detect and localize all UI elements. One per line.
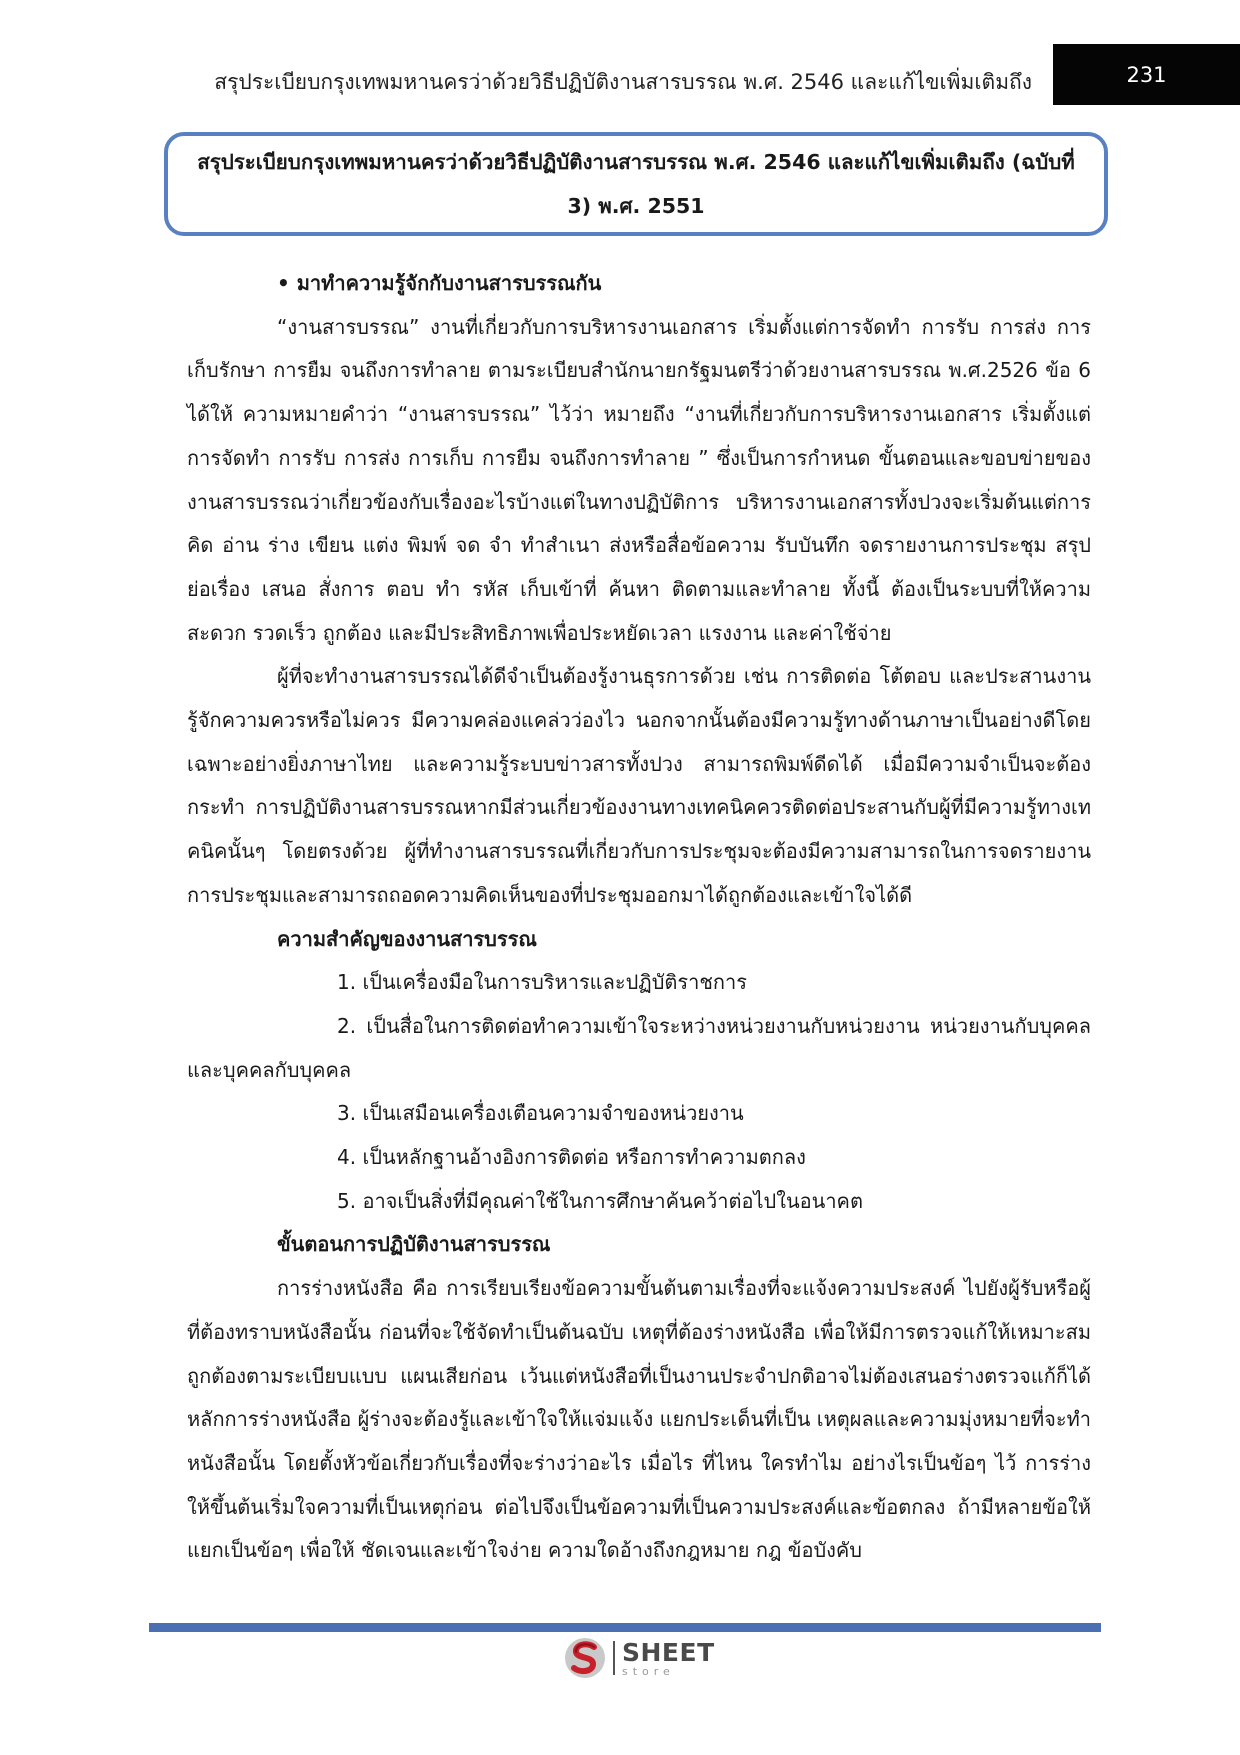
main-content [187,262,1091,1573]
logo-sub-text: store [622,1664,675,1678]
section-heading-procedure: ขั้นตอนการปฏิบัติงานสารบรรณ [277,1232,551,1257]
procedure-paragraph: การร่างหนังสือ คือ การเรียบเรียงข้อความขั้นต้นตามเรื่องที่จะแจ้งความประสงค์ ไปยังผู้รับหรือผู้ที่ต้องทราบหนังสือนั้น ก่อนที่จะใช้จัดทำเป็นต้นฉบับ เหตุที่ต้องร่างหนังสือ เพื่อให้มีการตรวจแก้ให้เหมาะสมถูกต้องตามระเบียบแบบ แผนเสียก่อน เว้นแต่หนังสือที่เป็นงานประจำปกติอาจไม่ต้องเสนอร่างตรวจแก้ก็ได้ หลักการร่างหนังสือ ผู้ร่างจะต้องรู้และเข้าใจให้แจ่มแจ้ง แยกประเด็นที่เป็น เหตุผลและความมุ่งหมายที่จะทำหนังสือนั้น โดยตั้งหัวข้อเกี่ยวกับเรื่องที่จะร่างว่าอะไร เมื่อไร ที่ไหน ใครทำไม อย่างไรเป็นข้อๆ ไว้ การร่างให้ขึ้นต้นเริ่มใจความที่เป็นเหตุก่อน ต่อไปจึงเป็นข้อความที่เป็นความประสงค์และข้อตกลง ถ้ามีหลายข้อให้แยกเป็นข้อๆ เพื่อให้ ชัดเจนและเข้าใจง่าย ความใดอ้างถึงกฎหมาย กฎ ข้อบังคับ [187,1276,1091,1563]
title-box [164,132,1108,236]
section-heading-intro: • มาทำความรู้จักกับงานสารบรรณกัน [187,262,1091,306]
logo-separator [613,1641,615,1675]
document-title: สรุประเบียบกรุงเทพมหานครว่าด้วยวิธีปฏิบัติงานสารบรรณ พ.ศ. 2546 และแก้ไขเพิ่มเติมถึง (ฉบับที่ 3) พ.ศ. 2551 [197,150,1075,218]
sheet-store-logo [563,1632,723,1684]
importance-item-4: 4. เป็นหลักฐานอ้างอิงการติดต่อ หรือการทำความตกลง [337,1145,806,1170]
section-heading-importance: ความสำคัญของงานสารบรรณ [277,926,537,951]
running-header-title: สรุประเบียบกรุงเทพมหานครว่าด้วยวิธีปฏิบัติงานสารบรรณ พ.ศ. 2546 และแก้ไขเพิ่มเติมถึง [214,70,1032,94]
intro-paragraph-1: “งานสารบรรณ” งานที่เกี่ยวกับการบริหารงานเอกสาร เริ่มตั้งแต่การจัดทำ การรับ การส่ง การเก็บรักษา การยืม จนถึงการทำลาย ตามระเบียบสำนักนายกรัฐมนตรีว่าด้วยงานสารบรรณ พ.ศ.2526 ข้อ 6 ได้ให้ ความหมายคำว่า “งานสารบรรณ” ไว้ว่า หมายถึง “งานที่เกี่ยวกับการบริหารงานเอกสาร เริ่มตั้งแต่การจัดทำ การรับ การส่ง การเก็บ การยืม จนถึงการทำลาย ” ซึ่งเป็นการกำหนด ขั้นตอนและขอบข่ายของงานสารบรรณว่าเกี่ยวข้องกับเรื่องอะไรบ้างแต่ในทางปฏิบัติการ บริหารงานเอกสารทั้งปวงจะเริ่มต้นแต่การคิด อ่าน ร่าง เขียน แต่ง พิมพ์ จด จำ ทำสำเนา ส่งหรือสื่อข้อความ รับบันทึก จดรายงานการประชุม สรุป ย่อเรื่อง เสนอ สั่งการ ตอบ ทำ รหัส เก็บเข้าที่ ค้นหา ติดตามและทำลาย ทั้งนี้ ต้องเป็นระบบที่ให้ความสะดวก รวดเร็ว ถูกต้อง และมีประสิทธิภาพเพื่อประหยัดเวลา แรงงาน และค่าใช้จ่าย [187,314,1091,645]
sheet-s-logo-icon [563,1636,607,1680]
logo-main-text: SHEET [622,1637,715,1667]
logo-wordmark [622,1637,715,1678]
importance-item-3: 3. เป็นเสมือนเครื่องเตือนความจำของหน่วยงาน [337,1101,744,1126]
importance-item-5: 5. อาจเป็นสิ่งที่มีคุณค่าใช้ในการศึกษาค้นคว้าต่อไปในอนาคต [337,1188,863,1213]
importance-item-2: 2. เป็นสื่อในการติดต่อทำความเข้าใจระหว่างหน่วยงานกับหน่วยงาน หน่วยงานกับบุคคลและบุคคลกับบุคคล [187,1013,1091,1082]
footer-rule [149,1623,1101,1632]
importance-item-1: 1. เป็นเครื่องมือในการบริหารและปฏิบัติราชการ [337,970,748,995]
intro-paragraph-2: ผู้ที่จะทำงานสารบรรณได้ดีจำเป็นต้องรู้งานธุรการด้วย เช่น การติดต่อ โต้ตอบ และประสานงาน รู้จักความควรหรือไม่ควร มีความคล่องแคล่วว่องไว นอกจากนั้นต้องมีความรู้ทางด้านภาษาเป็นอย่างดีโดยเฉพาะอย่างยิ่งภาษาไทย และความรู้ระบบข่าวสารทั้งปวง สามารถพิมพ์ดีดได้ เมื่อมีความจำเป็นจะต้องกระทำ การปฏิบัติงานสารบรรณหากมีส่วนเกี่ยวข้องงานทางเทคนิคควรติดต่อประสานกับผู้ที่มีความรู้ทางเทคนิคนั้นๆ โดยตรงด้วย ผู้ที่ทำงานสารบรรณที่เกี่ยวกับการประชุมจะต้องมีความสามารถในการจดรายงานการประชุมและสามารถถอดความคิดเห็นของที่ประชุมออกมาได้ถูกต้องและเข้าใจได้ดี [187,664,1091,907]
page-number: 231 [1053,44,1240,105]
